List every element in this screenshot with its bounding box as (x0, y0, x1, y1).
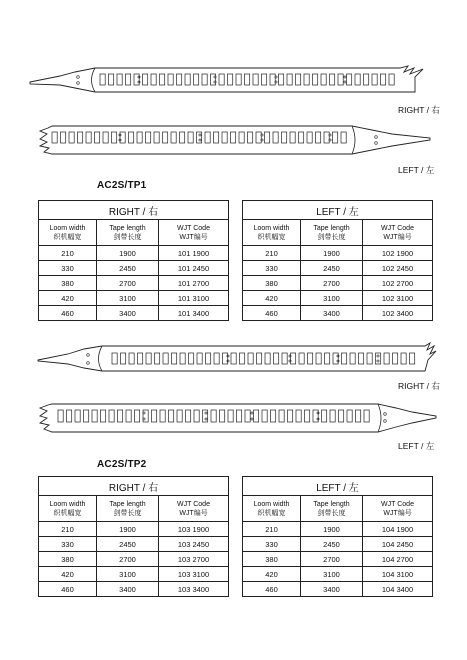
wjt-code-cell: 101 3400 (159, 306, 229, 321)
loom-width-cell: 330 (243, 537, 301, 552)
spec-table-tp2-left (242, 476, 433, 597)
tape-slot (228, 410, 233, 422)
wjt-code-cell: 101 2450 (159, 261, 229, 276)
tape-slot (194, 74, 199, 85)
tape-slot (341, 132, 346, 143)
tape-slot (364, 410, 369, 422)
wjt-code-cell: 104 3100 (363, 567, 433, 582)
tape-slot (256, 132, 261, 143)
tape-slot (240, 353, 245, 364)
tape-length-cell: 3400 (97, 306, 159, 321)
tape-length-cell: 1900 (97, 246, 159, 261)
tape-length-cell: 2450 (301, 537, 363, 552)
tape-length-cell: 2450 (301, 261, 363, 276)
column-header-loom-width: Loom width 织机幅宽 (243, 496, 301, 522)
column-header-wjt-code: WJT Code WJT编号 (363, 496, 433, 522)
tape-slot (155, 353, 160, 364)
section-title-tp1: AC2S/TP1 (97, 180, 147, 191)
loom-width-cell: 460 (39, 582, 97, 597)
tape-side-label-left: LEFT / 左 (398, 165, 435, 175)
tape-slot (52, 132, 57, 143)
tape-slot (287, 74, 292, 85)
tape-rivet-hole (377, 360, 379, 362)
tape-slot (109, 74, 114, 85)
tape-slot (245, 410, 250, 422)
tape-slot (211, 410, 216, 422)
tape-slot (304, 74, 309, 85)
tape-rivet-hole (344, 76, 346, 78)
tape-slot (347, 410, 352, 422)
tape-slot (364, 74, 369, 85)
tape-slot (248, 353, 253, 364)
tape-length-cell: 3100 (301, 567, 363, 582)
wjt-code-cell: 101 1900 (159, 246, 229, 261)
tape-slot (58, 410, 63, 422)
tape-slot (78, 132, 83, 143)
tape-slot (180, 353, 185, 364)
tape-slot (245, 74, 250, 85)
tape-slot (169, 410, 174, 422)
tape-slot (324, 132, 329, 143)
wjt-code-cell: 103 3400 (159, 582, 229, 597)
wjt-code-cell: 104 2450 (363, 537, 433, 552)
tape-slot (214, 353, 219, 364)
tape-length-cell: 2700 (97, 276, 159, 291)
tape-length-cell: 2450 (97, 537, 159, 552)
wjt-code-cell: 101 2700 (159, 276, 229, 291)
spec-table-tp2-right (38, 476, 229, 597)
tape-slot (355, 74, 360, 85)
tape-length-cell: 2700 (97, 552, 159, 567)
table-row (39, 537, 229, 552)
tape-slot (138, 353, 143, 364)
table-row (39, 552, 229, 567)
table-row (39, 261, 229, 276)
tape-slot (120, 132, 125, 143)
wjt-code-cell: 102 1900 (363, 246, 433, 261)
column-header-tape-length: Tape length 剑带长度 (97, 220, 159, 246)
loom-width-cell: 330 (39, 261, 97, 276)
tape-drawing-tp1-right (0, 55, 467, 105)
tape-slot (288, 410, 293, 422)
table-row (39, 306, 229, 321)
tape-drawing-tp1-left (0, 120, 467, 168)
table-row (243, 537, 433, 552)
tape-slot (299, 132, 304, 143)
tape-slot (146, 353, 151, 364)
tape-slot (316, 353, 321, 364)
tape-rivet-hole (205, 412, 207, 414)
tape-slot (265, 132, 270, 143)
tape-slot (330, 74, 335, 85)
table-side-header: RIGHT / 右 (39, 201, 229, 220)
tape-side-label-right: RIGHT / 右 (398, 105, 440, 115)
tape-slot (291, 353, 296, 364)
tape-slot (342, 353, 347, 364)
spec-table-tp1-left (242, 200, 433, 321)
tape-slot (262, 410, 267, 422)
table-side-header: LEFT / 左 (243, 477, 433, 496)
loom-width-cell: 210 (39, 522, 97, 537)
tape-slot (384, 353, 389, 364)
table-row (243, 522, 433, 537)
table-row (243, 567, 433, 582)
tape-side-label-left: LEFT / 左 (398, 441, 435, 451)
tape-length-cell: 3400 (301, 306, 363, 321)
tape-slot (100, 74, 105, 85)
column-header-wjt-code: WJT Code WJT编号 (159, 220, 229, 246)
tape-slot (135, 410, 140, 422)
table-row (243, 306, 433, 321)
table-row (243, 582, 433, 597)
loom-width-cell: 330 (243, 261, 301, 276)
column-header-loom-width: Loom width 织机幅宽 (39, 220, 97, 246)
tape-slot (118, 410, 123, 422)
wjt-code-cell: 102 3400 (363, 306, 433, 321)
tape-slot (279, 410, 284, 422)
tape-slot (296, 410, 301, 422)
tape-slot (339, 410, 344, 422)
tape-slot (290, 132, 295, 143)
loom-width-cell: 210 (243, 246, 301, 261)
tape-slot (203, 410, 208, 422)
tape-slot (347, 74, 352, 85)
tape-slot (67, 410, 72, 422)
tape-slot (305, 410, 310, 422)
tape-slot (262, 74, 267, 85)
tape-slot (143, 74, 148, 85)
tape-slot (393, 353, 398, 364)
table-row (243, 552, 433, 567)
column-header-tape-length: Tape length 剑带长度 (301, 220, 363, 246)
tape-rivet-hole (377, 355, 379, 357)
tape-slot (273, 132, 278, 143)
tape-slot (180, 132, 185, 143)
tape-slot (359, 353, 364, 364)
tape-rivet-hole (199, 139, 201, 141)
column-header-wjt-code: WJT Code WJT编号 (159, 496, 229, 522)
spec-table-tp1-right (38, 200, 229, 321)
tape-slot (367, 353, 372, 364)
tape-length-cell: 3100 (97, 291, 159, 306)
tape-length-cell: 3100 (301, 291, 363, 306)
wjt-code-cell: 104 1900 (363, 522, 433, 537)
tape-slot (117, 74, 122, 85)
tape-slot (197, 353, 202, 364)
tape-slot (299, 353, 304, 364)
tape-slot (271, 410, 276, 422)
table-side-header: LEFT / 左 (243, 201, 433, 220)
tape-slot (109, 410, 114, 422)
tape-slot (231, 132, 236, 143)
tape-slot (186, 410, 191, 422)
tape-length-cell: 1900 (301, 246, 363, 261)
tape-slot (338, 74, 343, 85)
tape-length-cell: 1900 (97, 522, 159, 537)
tape-slot (152, 410, 157, 422)
tape-slot (129, 353, 134, 364)
tape-slot (248, 132, 253, 143)
tape-slot (325, 353, 330, 364)
column-header-tape-length: Tape length 剑带长度 (97, 496, 159, 522)
tape-length-cell: 3400 (301, 582, 363, 597)
tape-slot (274, 353, 279, 364)
tape-slot (112, 353, 117, 364)
table-row (243, 261, 433, 276)
tape-slot (231, 353, 236, 364)
tape-side-label-right: RIGHT / 右 (398, 381, 440, 391)
tape-slot (126, 410, 131, 422)
table-row (243, 246, 433, 261)
tape-length-cell: 3400 (97, 582, 159, 597)
loom-width-cell: 420 (243, 291, 301, 306)
column-header-tape-length: Tape length 剑带长度 (301, 496, 363, 522)
tape-slot (389, 74, 394, 85)
tape-slot (146, 132, 151, 143)
tape-rivet-hole (205, 418, 207, 420)
wjt-code-cell: 102 2450 (363, 261, 433, 276)
loom-width-cell: 460 (243, 582, 301, 597)
wjt-code-cell: 101 3100 (159, 291, 229, 306)
tape-length-cell: 3100 (97, 567, 159, 582)
table-side-header: RIGHT / 右 (39, 477, 229, 496)
tape-slot (237, 410, 242, 422)
tape-drawing-tp2-right (0, 338, 467, 386)
tape-slot (333, 353, 338, 364)
loom-width-cell: 460 (39, 306, 97, 321)
tape-slot (322, 410, 327, 422)
tape-length-cell: 2700 (301, 276, 363, 291)
wjt-code-cell: 103 2700 (159, 552, 229, 567)
tape-slot (220, 410, 225, 422)
tape-slot (205, 132, 210, 143)
table-row (243, 276, 433, 291)
tape-slot (330, 410, 335, 422)
column-header-wjt-code: WJT Code WJT编号 (363, 220, 433, 246)
tape-slot (253, 74, 258, 85)
table-row (39, 291, 229, 306)
tape-slot (254, 410, 259, 422)
tape-length-cell: 2450 (97, 261, 159, 276)
tape-slot (282, 132, 287, 143)
loom-width-cell: 380 (39, 552, 97, 567)
tape-slot (223, 353, 228, 364)
wjt-code-cell: 103 2450 (159, 537, 229, 552)
tape-slot (279, 74, 284, 85)
loom-width-cell: 210 (39, 246, 97, 261)
tape-length-cell: 2700 (301, 552, 363, 567)
tape-rivet-hole (199, 134, 201, 136)
wjt-code-cell: 104 3400 (363, 582, 433, 597)
tape-slot (61, 132, 66, 143)
table-row (39, 522, 229, 537)
tape-slot (265, 353, 270, 364)
tape-slot (316, 132, 321, 143)
tape-slot (168, 74, 173, 85)
table-row (39, 246, 229, 261)
tape-slot (188, 132, 193, 143)
tape-slot (333, 132, 338, 143)
table-row (39, 276, 229, 291)
tape-slot (177, 410, 182, 422)
tape-slot (372, 74, 377, 85)
tape-slot (171, 132, 176, 143)
tape-slot (270, 74, 275, 85)
tape-slot (401, 353, 406, 364)
tape-slot (84, 410, 89, 422)
table-row (39, 567, 229, 582)
loom-width-cell: 420 (39, 567, 97, 582)
tape-slot (410, 353, 415, 364)
tape-slot (321, 74, 326, 85)
tape-rivet-hole (344, 81, 346, 83)
tape-slot (95, 132, 100, 143)
loom-width-cell: 380 (243, 552, 301, 567)
wjt-code-cell: 103 3100 (159, 567, 229, 582)
tape-slot (172, 353, 177, 364)
tape-slot (160, 410, 165, 422)
tape-slot (214, 132, 219, 143)
tape-slot (219, 74, 224, 85)
tape-slot (228, 74, 233, 85)
tape-slot (381, 74, 386, 85)
tape-slot (189, 353, 194, 364)
loom-width-cell: 380 (243, 276, 301, 291)
tape-slot (69, 132, 74, 143)
tape-slot (313, 74, 318, 85)
tape-slot (202, 74, 207, 85)
tape-slot (194, 410, 199, 422)
tape-slot (151, 74, 156, 85)
loom-width-cell: 210 (243, 522, 301, 537)
tape-slot (197, 132, 202, 143)
tape-slot (134, 74, 139, 85)
wjt-code-cell: 102 3100 (363, 291, 433, 306)
tape-slot (86, 132, 91, 143)
tape-slot (126, 74, 131, 85)
table-row (39, 582, 229, 597)
wjt-code-cell: 104 2700 (363, 552, 433, 567)
tape-slot (282, 353, 287, 364)
tape-slot (356, 410, 361, 422)
wjt-code-cell: 102 2700 (363, 276, 433, 291)
tape-slot (257, 353, 262, 364)
tape-slot (239, 132, 244, 143)
tape-slot (206, 353, 211, 364)
tape-slot (163, 132, 168, 143)
tape-rivet-hole (251, 418, 253, 420)
tape-slot (163, 353, 168, 364)
tape-slot (112, 132, 117, 143)
column-header-loom-width: Loom width 织机幅宽 (39, 496, 97, 522)
tape-slot (92, 410, 97, 422)
tape-slot (121, 353, 126, 364)
tape-slot (75, 410, 80, 422)
tape-drawing-tp2-left (0, 396, 467, 444)
section-title-tp2: AC2S/TP2 (97, 459, 147, 470)
loom-width-cell: 420 (243, 567, 301, 582)
loom-width-cell: 330 (39, 537, 97, 552)
loom-width-cell: 420 (39, 291, 97, 306)
tape-slot (103, 132, 108, 143)
tape-slot (308, 353, 313, 364)
tape-slot (129, 132, 134, 143)
column-header-loom-width: Loom width 织机幅宽 (243, 220, 301, 246)
tape-slot (137, 132, 142, 143)
tape-length-cell: 1900 (301, 522, 363, 537)
tape-slot (307, 132, 312, 143)
loom-width-cell: 460 (243, 306, 301, 321)
tape-slot (177, 74, 182, 85)
tape-rivet-hole (251, 412, 253, 414)
tape-slot (160, 74, 165, 85)
tape-slot (296, 74, 301, 85)
tape-slot (236, 74, 241, 85)
wjt-code-cell: 103 1900 (159, 522, 229, 537)
tape-slot (222, 132, 227, 143)
tape-slot (154, 132, 159, 143)
loom-width-cell: 380 (39, 276, 97, 291)
tape-slot (350, 353, 355, 364)
tape-slot (185, 74, 190, 85)
tape-slot (101, 410, 106, 422)
table-row (243, 291, 433, 306)
